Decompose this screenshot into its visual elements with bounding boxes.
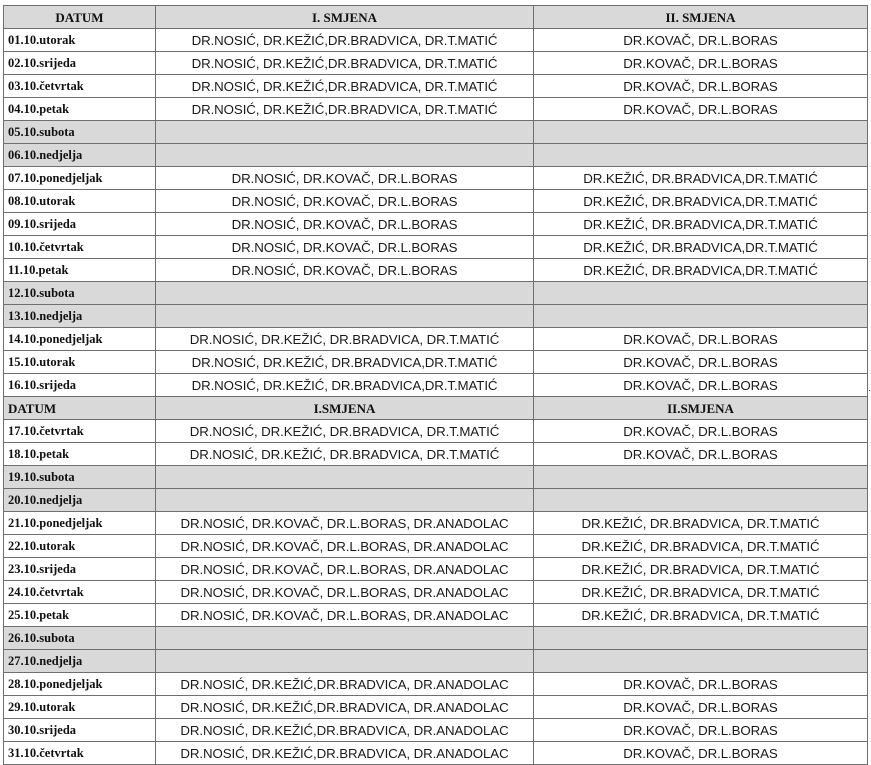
shift-2-cell: DR.KOVAČ, DR.L.BORAS (534, 374, 868, 397)
table-header-row (4, 6, 868, 29)
shift-2-cell: DR.KEŽIĆ, DR.BRADVICA, DR.T.MATIĆ (534, 512, 868, 535)
shift-1-cell: DR.NOSIĆ, DR.KEŽIĆ,DR.BRADVICA, DR.ANADOLAC (156, 673, 534, 696)
date-cell: 24.10.četvrtak (4, 581, 156, 604)
weekend-row (4, 305, 868, 328)
table-row (4, 535, 868, 558)
table-row (4, 581, 868, 604)
weekend-row (4, 489, 868, 512)
date-cell: 02.10.srijeda (4, 52, 156, 75)
table-row (4, 328, 868, 351)
shift-2-cell: DR.KEŽIĆ, DR.BRADVICA,DR.T.MATIĆ (534, 167, 868, 190)
shift-1-cell: DR.NOSIĆ, DR.KOVAČ, DR.L.BORAS (156, 259, 534, 282)
shift-1-cell: DR.NOSIĆ, DR.KOVAČ, DR.L.BORAS (156, 236, 534, 259)
table-row (4, 259, 868, 282)
shift-1-cell: DR.NOSIĆ, DR.KEŽIĆ,DR.BRADVICA, DR.T.MATIĆ (156, 29, 534, 52)
shift-1-cell: DR.NOSIĆ, DR.KEŽIĆ, DR.BRADVICA, DR.T.MATIĆ (156, 443, 534, 466)
shift-1-cell (156, 305, 534, 328)
shift-2-cell: DR.KEŽIĆ, DR.BRADVICA,DR.T.MATIĆ (534, 213, 868, 236)
date-cell: 12.10.subota (4, 282, 156, 305)
date-cell: 04.10.petak (4, 98, 156, 121)
shift-1-cell: DR.NOSIĆ, DR.KOVAČ, DR.L.BORAS, DR.ANADOLAC (156, 581, 534, 604)
date-cell: 30.10.srijeda (4, 719, 156, 742)
date-cell: 29.10.utorak (4, 696, 156, 719)
shift-2-cell: DR.KOVAČ, DR.L.BORAS (534, 98, 868, 121)
table-row (4, 29, 868, 52)
date-cell: 15.10.utorak (4, 351, 156, 374)
table-row (4, 443, 868, 466)
date-cell: 05.10.subota (4, 121, 156, 144)
shift-2-cell (534, 144, 868, 167)
shift-1-cell: DR.NOSIĆ, DR.KEŽIĆ,DR.BRADVICA, DR.T.MATIĆ (156, 75, 534, 98)
shift-2-cell: DR.KEŽIĆ, DR.BRADVICA,DR.T.MATIĆ (534, 190, 868, 213)
shift-2-cell: DR.KOVAČ, DR.L.BORAS (534, 75, 868, 98)
weekend-row (4, 627, 868, 650)
shift-1-cell: DR.NOSIĆ, DR.KEŽIĆ, DR.BRADVICA,DR.T.MATIĆ (156, 374, 534, 397)
shift-2-cell: DR.KOVAČ, DR.L.BORAS (534, 328, 868, 351)
table-header-row-repeat (4, 397, 868, 420)
header-shift-1-repeat: I.SMJENA (156, 397, 534, 420)
shift-1-cell: DR.NOSIĆ, DR.KOVAČ, DR.L.BORAS (156, 190, 534, 213)
shift-1-cell (156, 489, 534, 512)
shift-1-cell: DR.NOSIĆ, DR.KEŽIĆ,DR.BRADVICA, DR.ANADOLAC (156, 719, 534, 742)
shift-1-cell: DR.NOSIĆ, DR.KEŽIĆ,DR.BRADVICA, DR.ANADOLAC (156, 696, 534, 719)
shift-2-cell: DR.KEŽIĆ, DR.BRADVICA,DR.T.MATIĆ (534, 259, 868, 282)
shift-1-cell: DR.NOSIĆ, DR.KOVAČ, DR.L.BORAS (156, 213, 534, 236)
table-row (4, 190, 868, 213)
shift-schedule-table (3, 5, 868, 765)
table-row (4, 604, 868, 627)
table-row (4, 374, 868, 397)
stray-dot: . (868, 383, 871, 394)
date-cell: 11.10.petak (4, 259, 156, 282)
table-row (4, 236, 868, 259)
date-cell: 10.10.četvrtak (4, 236, 156, 259)
weekend-row (4, 650, 868, 673)
date-cell: 08.10.utorak (4, 190, 156, 213)
header-shift-2: II. SMJENA (534, 6, 868, 29)
table-row (4, 98, 868, 121)
date-cell: 06.10.nedjelja (4, 144, 156, 167)
table-row (4, 696, 868, 719)
table-row (4, 213, 868, 236)
shift-1-cell (156, 650, 534, 673)
shift-2-cell: DR.KEŽIĆ, DR.BRADVICA, DR.T.MATIĆ (534, 604, 868, 627)
weekend-row (4, 121, 868, 144)
date-cell: 22.10.utorak (4, 535, 156, 558)
date-cell: 23.10.srijeda (4, 558, 156, 581)
shift-2-cell: DR.KOVAČ, DR.L.BORAS (534, 443, 868, 466)
table-row (4, 719, 868, 742)
date-cell: 03.10.četvrtak (4, 75, 156, 98)
table-row (4, 512, 868, 535)
shift-2-cell: DR.KEŽIĆ, DR.BRADVICA, DR.T.MATIĆ (534, 581, 868, 604)
shift-1-cell: DR.NOSIĆ, DR.KOVAČ, DR.L.BORAS (156, 167, 534, 190)
shift-2-cell: DR.KOVAČ, DR.L.BORAS (534, 719, 868, 742)
shift-2-cell (534, 489, 868, 512)
header-datum-repeat: DATUM (4, 397, 156, 420)
date-cell: 21.10.ponedjeljak (4, 512, 156, 535)
shift-1-cell (156, 282, 534, 305)
shift-1-cell: DR.NOSIĆ, DR.KEŽIĆ,DR.BRADVICA, DR.T.MATIĆ (156, 98, 534, 121)
shift-1-cell: DR.NOSIĆ, DR.KEŽIĆ, DR.BRADVICA, DR.T.MATIĆ (156, 420, 534, 443)
shift-1-cell (156, 466, 534, 489)
shift-2-cell (534, 282, 868, 305)
date-cell: 01.10.utorak (4, 29, 156, 52)
table-row (4, 673, 868, 696)
shift-1-cell: DR.NOSIĆ, DR.KEŽIĆ, DR.BRADVICA, DR.T.MATIĆ (156, 328, 534, 351)
shift-2-cell: DR.KOVAČ, DR.L.BORAS (534, 52, 868, 75)
table-row (4, 75, 868, 98)
shift-2-cell (534, 627, 868, 650)
weekend-row (4, 144, 868, 167)
date-cell: 31.10.četvrtak (4, 742, 156, 765)
date-cell: 25.10.petak (4, 604, 156, 627)
shift-2-cell: DR.KEŽIĆ, DR.BRADVICA,DR.T.MATIĆ (534, 236, 868, 259)
shift-2-cell (534, 466, 868, 489)
shift-2-cell (534, 305, 868, 328)
shift-1-cell: DR.NOSIĆ, DR.KOVAČ, DR.L.BORAS, DR.ANADOLAC (156, 558, 534, 581)
shift-1-cell (156, 121, 534, 144)
shift-1-cell: DR.NOSIĆ, DR.KOVAČ, DR.L.BORAS, DR.ANADOLAC (156, 604, 534, 627)
date-cell: 18.10.petak (4, 443, 156, 466)
header-shift-1: I. SMJENA (156, 6, 534, 29)
shift-2-cell (534, 121, 868, 144)
weekend-row (4, 282, 868, 305)
date-cell: 07.10.ponedjeljak (4, 167, 156, 190)
shift-2-cell: DR.KOVAČ, DR.L.BORAS (534, 696, 868, 719)
shift-2-cell: DR.KEŽIĆ, DR.BRADVICA, DR.T.MATIĆ (534, 535, 868, 558)
shift-1-cell: DR.NOSIĆ, DR.KOVAČ, DR.L.BORAS, DR.ANADOLAC (156, 512, 534, 535)
date-cell: 19.10.subota (4, 466, 156, 489)
date-cell: 20.10.nedjelja (4, 489, 156, 512)
date-cell: 17.10.četvrtak (4, 420, 156, 443)
table-row (4, 52, 868, 75)
table-row (4, 420, 868, 443)
shift-2-cell: DR.KOVAČ, DR.L.BORAS (534, 29, 868, 52)
table-row (4, 742, 868, 765)
shift-1-cell (156, 627, 534, 650)
shift-2-cell: DR.KOVAČ, DR.L.BORAS (534, 742, 868, 765)
shift-1-cell: DR.NOSIĆ, DR.KOVAČ, DR.L.BORAS, DR.ANADOLAC (156, 535, 534, 558)
shift-2-cell: DR.KOVAČ, DR.L.BORAS (534, 420, 868, 443)
shift-1-cell: DR.NOSIĆ, DR.KEŽIĆ,DR.BRADVICA, DR.T.MATIĆ (156, 52, 534, 75)
shift-1-cell (156, 144, 534, 167)
table-row (4, 558, 868, 581)
date-cell: 14.10.ponedjeljak (4, 328, 156, 351)
date-cell: 27.10.nedjelja (4, 650, 156, 673)
shift-2-cell: DR.KOVAČ, DR.L.BORAS (534, 351, 868, 374)
date-cell: 13.10.nedjelja (4, 305, 156, 328)
header-datum: DATUM (4, 6, 156, 29)
shift-2-cell (534, 650, 868, 673)
shift-1-cell: DR.NOSIĆ, DR.KEŽIĆ,DR.BRADVICA, DR.ANADOLAC (156, 742, 534, 765)
date-cell: 09.10.srijeda (4, 213, 156, 236)
date-cell: 16.10.srijeda (4, 374, 156, 397)
shift-2-cell: DR.KEŽIĆ, DR.BRADVICA, DR.T.MATIĆ (534, 558, 868, 581)
shift-2-cell: DR.KOVAČ, DR.L.BORAS (534, 673, 868, 696)
table-row (4, 167, 868, 190)
date-cell: 26.10.subota (4, 627, 156, 650)
table-row (4, 351, 868, 374)
weekend-row (4, 466, 868, 489)
date-cell: 28.10.ponedjeljak (4, 673, 156, 696)
shift-1-cell: DR.NOSIĆ, DR.KEŽIĆ, DR.BRADVICA,DR.T.MATIĆ (156, 351, 534, 374)
header-shift-2-repeat: II.SMJENA (534, 397, 868, 420)
